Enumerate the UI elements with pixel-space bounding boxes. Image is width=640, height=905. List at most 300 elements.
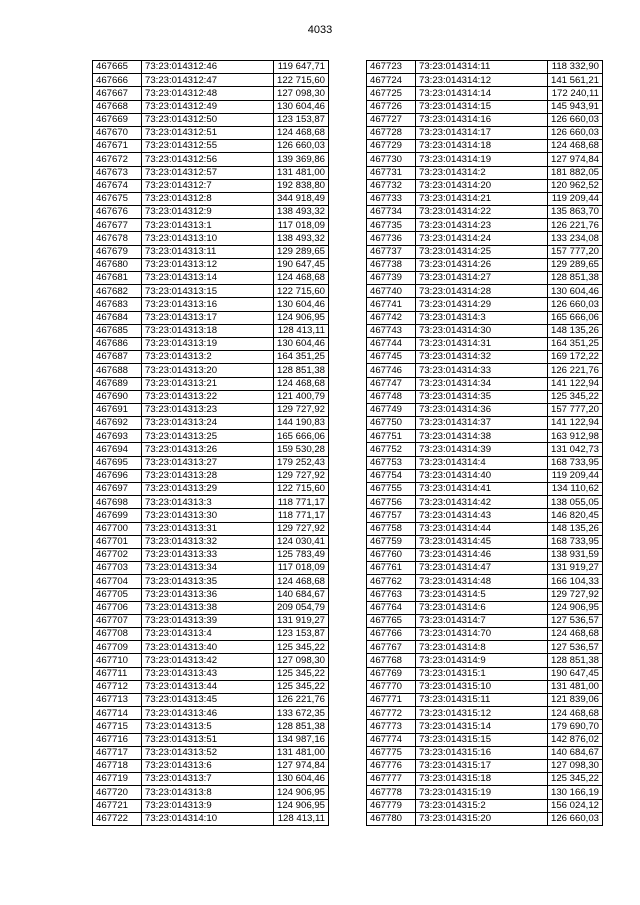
table-row (367, 179, 603, 192)
left-cadastral-table (92, 60, 329, 826)
cadastral-number-cell: 73:23:014314:39 (416, 443, 548, 456)
cadastral-number-cell: 73:23:014313:21 (142, 377, 274, 390)
cadastral-number-cell: 73:23:014314:47 (416, 562, 548, 575)
cadastral-number-cell: 73:23:014312:48 (142, 87, 274, 100)
cadastral-number-cell: 73:23:014314:17 (416, 126, 548, 139)
cadastral-number-cell: 73:23:014313:5 (142, 720, 274, 733)
value-cell: 124 468,68 (274, 126, 329, 139)
value-cell: 126 660,03 (548, 298, 603, 311)
record-number-cell: 467739 (367, 272, 416, 285)
record-number-cell: 467675 (93, 192, 142, 205)
cadastral-number-cell: 73:23:014314:48 (416, 575, 548, 588)
value-cell: 168 733,95 (548, 535, 603, 548)
value-cell: 139 369,86 (274, 153, 329, 166)
value-cell: 157 777,20 (548, 403, 603, 416)
record-number-cell: 467762 (367, 575, 416, 588)
record-number-cell: 467736 (367, 232, 416, 245)
table-row (367, 799, 603, 812)
cadastral-number-cell: 73:23:014312:57 (142, 166, 274, 179)
table-row (93, 469, 329, 482)
cadastral-number-cell: 73:23:014314:41 (416, 483, 548, 496)
record-number-cell: 467712 (93, 680, 142, 693)
table-row (93, 522, 329, 535)
value-cell: 138 493,32 (274, 232, 329, 245)
record-number-cell: 467700 (93, 522, 142, 535)
table-row (367, 337, 603, 350)
record-number-cell: 467770 (367, 680, 416, 693)
record-number-cell: 467769 (367, 667, 416, 680)
table-row (93, 483, 329, 496)
cadastral-number-cell: 73:23:014314:2 (416, 166, 548, 179)
cadastral-number-cell: 73:23:014315:14 (416, 720, 548, 733)
cadastral-number-cell: 73:23:014313:18 (142, 324, 274, 337)
value-cell: 129 727,92 (274, 403, 329, 416)
table-row (93, 245, 329, 258)
value-cell: 121 400,79 (274, 390, 329, 403)
table-row (93, 601, 329, 614)
table-row (367, 258, 603, 271)
cadastral-number-cell: 73:23:014313:3 (142, 496, 274, 509)
table-row (93, 786, 329, 799)
cadastral-number-cell: 73:23:014312:8 (142, 192, 274, 205)
cadastral-number-cell: 73:23:014312:46 (142, 61, 274, 74)
value-cell: 148 135,26 (548, 324, 603, 337)
cadastral-number-cell: 73:23:014314:22 (416, 206, 548, 219)
record-number-cell: 467741 (367, 298, 416, 311)
value-cell: 126 221,76 (548, 219, 603, 232)
cadastral-number-cell: 73:23:014314:10 (142, 812, 274, 825)
value-cell: 125 345,22 (274, 680, 329, 693)
record-number-cell: 467673 (93, 166, 142, 179)
value-cell: 131 481,00 (274, 746, 329, 759)
cadastral-number-cell: 73:23:014314:9 (416, 654, 548, 667)
record-number-cell: 467732 (367, 179, 416, 192)
cadastral-number-cell: 73:23:014313:31 (142, 522, 274, 535)
record-number-cell: 467696 (93, 469, 142, 482)
value-cell: 164 351,25 (274, 351, 329, 364)
cadastral-number-cell: 73:23:014314:11 (416, 61, 548, 74)
table-row (93, 351, 329, 364)
record-number-cell: 467670 (93, 126, 142, 139)
value-cell: 125 345,22 (274, 667, 329, 680)
value-cell: 141 122,94 (548, 417, 603, 430)
cadastral-number-cell: 73:23:014313:22 (142, 390, 274, 403)
record-number-cell: 467677 (93, 219, 142, 232)
record-number-cell: 467738 (367, 258, 416, 271)
cadastral-number-cell: 73:23:014315:1 (416, 667, 548, 680)
value-cell: 119 647,71 (274, 61, 329, 74)
table-row (367, 548, 603, 561)
cadastral-number-cell: 73:23:014313:33 (142, 548, 274, 561)
value-cell: 209 054,79 (274, 601, 329, 614)
table-row (93, 509, 329, 522)
cadastral-number-cell: 73:23:014315:19 (416, 786, 548, 799)
table-row (93, 707, 329, 720)
table-row (367, 430, 603, 443)
cadastral-number-cell: 73:23:014315:10 (416, 680, 548, 693)
record-number-cell: 467748 (367, 390, 416, 403)
record-number-cell: 467707 (93, 614, 142, 627)
record-number-cell: 467671 (93, 140, 142, 153)
table-row (367, 614, 603, 627)
cadastral-number-cell: 73:23:014312:47 (142, 74, 274, 87)
cadastral-number-cell: 73:23:014314:19 (416, 153, 548, 166)
table-row (367, 667, 603, 680)
table-row (93, 628, 329, 641)
record-number-cell: 467753 (367, 456, 416, 469)
table-row (93, 575, 329, 588)
record-number-cell: 467709 (93, 641, 142, 654)
cadastral-number-cell: 73:23:014314:33 (416, 364, 548, 377)
cadastral-number-cell: 73:23:014314:35 (416, 390, 548, 403)
value-cell: 172 240,11 (548, 87, 603, 100)
table-row (367, 483, 603, 496)
value-cell: 179 690,70 (548, 720, 603, 733)
record-number-cell: 467667 (93, 87, 142, 100)
table-row (367, 140, 603, 153)
table-row (93, 535, 329, 548)
table-row (367, 628, 603, 641)
table-row (93, 430, 329, 443)
table-row (367, 153, 603, 166)
record-number-cell: 467690 (93, 390, 142, 403)
record-number-cell: 467715 (93, 720, 142, 733)
value-cell: 134 987,16 (274, 733, 329, 746)
cadastral-number-cell: 73:23:014314:28 (416, 285, 548, 298)
record-number-cell: 467686 (93, 337, 142, 350)
record-number-cell: 467775 (367, 746, 416, 759)
value-cell: 127 536,57 (548, 641, 603, 654)
value-cell: 163 912,98 (548, 430, 603, 443)
record-number-cell: 467694 (93, 443, 142, 456)
table-row (93, 390, 329, 403)
cadastral-number-cell: 73:23:014314:6 (416, 601, 548, 614)
value-cell: 128 413,11 (274, 812, 329, 825)
table-row (367, 272, 603, 285)
cadastral-number-cell: 73:23:014313:38 (142, 601, 274, 614)
cadastral-number-cell: 73:23:014315:18 (416, 773, 548, 786)
value-cell: 128 851,38 (274, 364, 329, 377)
record-number-cell: 467684 (93, 311, 142, 324)
table-row (93, 759, 329, 772)
table-row (93, 733, 329, 746)
table-row (93, 324, 329, 337)
record-number-cell: 467719 (93, 773, 142, 786)
value-cell: 124 468,68 (548, 628, 603, 641)
record-number-cell: 467756 (367, 496, 416, 509)
cadastral-number-cell: 73:23:014315:17 (416, 759, 548, 772)
record-number-cell: 467721 (93, 799, 142, 812)
record-number-cell: 467743 (367, 324, 416, 337)
value-cell: 128 851,38 (548, 272, 603, 285)
table-row (93, 272, 329, 285)
cadastral-number-cell: 73:23:014314:43 (416, 509, 548, 522)
value-cell: 164 351,25 (548, 337, 603, 350)
cadastral-number-cell: 73:23:014313:30 (142, 509, 274, 522)
cadastral-number-cell: 73:23:014314:45 (416, 535, 548, 548)
table-row (367, 324, 603, 337)
record-number-cell: 467758 (367, 522, 416, 535)
value-cell: 130 604,46 (274, 298, 329, 311)
value-cell: 156 024,12 (548, 799, 603, 812)
table-row (367, 562, 603, 575)
cadastral-number-cell: 73:23:014314:4 (416, 456, 548, 469)
table-row (93, 61, 329, 74)
value-cell: 190 647,45 (548, 667, 603, 680)
value-cell: 140 684,67 (274, 588, 329, 601)
record-number-cell: 467688 (93, 364, 142, 377)
table-row (93, 641, 329, 654)
record-number-cell: 467699 (93, 509, 142, 522)
table-row (367, 575, 603, 588)
cadastral-number-cell: 73:23:014315:16 (416, 746, 548, 759)
cadastral-number-cell: 73:23:014313:26 (142, 443, 274, 456)
cadastral-number-cell: 73:23:014314:18 (416, 140, 548, 153)
cadastral-number-cell: 73:23:014314:15 (416, 100, 548, 113)
value-cell: 140 684,67 (548, 746, 603, 759)
table-row (367, 390, 603, 403)
value-cell: 127 098,30 (548, 759, 603, 772)
record-number-cell: 467692 (93, 417, 142, 430)
table-row (367, 417, 603, 430)
record-number-cell: 467680 (93, 258, 142, 271)
table-row (93, 562, 329, 575)
cadastral-number-cell: 73:23:014313:2 (142, 351, 274, 364)
value-cell: 129 289,65 (548, 258, 603, 271)
value-cell: 131 042,73 (548, 443, 603, 456)
cadastral-number-cell: 73:23:014315:2 (416, 799, 548, 812)
cadastral-number-cell: 73:23:014312:9 (142, 206, 274, 219)
table-row (93, 311, 329, 324)
value-cell: 129 727,92 (274, 522, 329, 535)
table-row (93, 417, 329, 430)
cadastral-number-cell: 73:23:014314:7 (416, 614, 548, 627)
cadastral-number-cell: 73:23:014314:14 (416, 87, 548, 100)
record-number-cell: 467729 (367, 140, 416, 153)
value-cell: 181 882,05 (548, 166, 603, 179)
cadastral-number-cell: 73:23:014314:70 (416, 628, 548, 641)
value-cell: 123 153,87 (274, 628, 329, 641)
value-cell: 130 604,46 (274, 100, 329, 113)
record-number-cell: 467725 (367, 87, 416, 100)
record-number-cell: 467744 (367, 337, 416, 350)
value-cell: 118 771,17 (274, 509, 329, 522)
cadastral-number-cell: 73:23:014314:8 (416, 641, 548, 654)
record-number-cell: 467669 (93, 113, 142, 126)
record-number-cell: 467681 (93, 272, 142, 285)
record-number-cell: 467683 (93, 298, 142, 311)
cadastral-number-cell: 73:23:014312:7 (142, 179, 274, 192)
table-row (93, 166, 329, 179)
value-cell: 128 851,38 (548, 654, 603, 667)
value-cell: 126 660,03 (274, 140, 329, 153)
record-number-cell: 467778 (367, 786, 416, 799)
record-number-cell: 467716 (93, 733, 142, 746)
value-cell: 125 345,22 (548, 390, 603, 403)
cadastral-number-cell: 73:23:014314:3 (416, 311, 548, 324)
value-cell: 131 481,00 (548, 680, 603, 693)
table-row (93, 232, 329, 245)
value-cell: 124 468,68 (274, 377, 329, 390)
value-cell: 165 666,06 (548, 311, 603, 324)
cadastral-number-cell: 73:23:014314:24 (416, 232, 548, 245)
table-row (93, 126, 329, 139)
table-row (367, 206, 603, 219)
table-row (367, 74, 603, 87)
table-row (367, 535, 603, 548)
value-cell: 119 209,44 (548, 469, 603, 482)
record-number-cell: 467747 (367, 377, 416, 390)
table-row (93, 337, 329, 350)
record-number-cell: 467740 (367, 285, 416, 298)
table-row (93, 403, 329, 416)
table-row (367, 351, 603, 364)
value-cell: 145 943,91 (548, 100, 603, 113)
cadastral-number-cell: 73:23:014313:1 (142, 219, 274, 232)
table-row (367, 522, 603, 535)
cadastral-number-cell: 73:23:014313:36 (142, 588, 274, 601)
cadastral-number-cell: 73:23:014313:20 (142, 364, 274, 377)
table-row (367, 311, 603, 324)
table-row (367, 285, 603, 298)
table-row (367, 509, 603, 522)
cadastral-number-cell: 73:23:014312:49 (142, 100, 274, 113)
value-cell: 125 345,22 (274, 641, 329, 654)
table-row (367, 87, 603, 100)
table-row (367, 707, 603, 720)
record-number-cell: 467777 (367, 773, 416, 786)
table-row (367, 720, 603, 733)
value-cell: 125 345,22 (548, 773, 603, 786)
record-number-cell: 467714 (93, 707, 142, 720)
cadastral-number-cell: 73:23:014312:50 (142, 113, 274, 126)
record-number-cell: 467676 (93, 206, 142, 219)
cadastral-number-cell: 73:23:014313:11 (142, 245, 274, 258)
record-number-cell: 467734 (367, 206, 416, 219)
value-cell: 138 931,59 (548, 548, 603, 561)
value-cell: 128 413,11 (274, 324, 329, 337)
record-number-cell: 467772 (367, 707, 416, 720)
record-number-cell: 467728 (367, 126, 416, 139)
value-cell: 138 493,32 (274, 206, 329, 219)
cadastral-number-cell: 73:23:014313:14 (142, 272, 274, 285)
record-number-cell: 467733 (367, 192, 416, 205)
table-row (93, 87, 329, 100)
value-cell: 117 018,09 (274, 562, 329, 575)
cadastral-number-cell: 73:23:014313:35 (142, 575, 274, 588)
value-cell: 133 672,35 (274, 707, 329, 720)
value-cell: 124 468,68 (274, 575, 329, 588)
cadastral-number-cell: 73:23:014313:24 (142, 417, 274, 430)
value-cell: 124 468,68 (548, 140, 603, 153)
right-cadastral-table (366, 60, 603, 826)
record-number-cell: 467697 (93, 483, 142, 496)
cadastral-number-cell: 73:23:014314:32 (416, 351, 548, 364)
table-row (367, 403, 603, 416)
table-row (93, 456, 329, 469)
table-row (93, 654, 329, 667)
record-number-cell: 467745 (367, 351, 416, 364)
record-number-cell: 467710 (93, 654, 142, 667)
cadastral-number-cell: 73:23:014313:10 (142, 232, 274, 245)
record-number-cell: 467720 (93, 786, 142, 799)
record-number-cell: 467703 (93, 562, 142, 575)
cadastral-number-cell: 73:23:014313:28 (142, 469, 274, 482)
table-row (367, 113, 603, 126)
cadastral-number-cell: 73:23:014313:45 (142, 694, 274, 707)
table-row (367, 694, 603, 707)
value-cell: 127 098,30 (274, 654, 329, 667)
cadastral-number-cell: 73:23:014314:23 (416, 219, 548, 232)
table-row (367, 469, 603, 482)
value-cell: 126 221,76 (274, 694, 329, 707)
record-number-cell: 467751 (367, 430, 416, 443)
value-cell: 124 468,68 (548, 707, 603, 720)
value-cell: 124 468,68 (274, 272, 329, 285)
table-row (367, 786, 603, 799)
value-cell: 127 974,84 (274, 759, 329, 772)
record-number-cell: 467693 (93, 430, 142, 443)
table-row (93, 74, 329, 87)
value-cell: 122 715,60 (274, 285, 329, 298)
value-cell: 131 919,27 (274, 614, 329, 627)
value-cell: 122 715,60 (274, 483, 329, 496)
table-row (93, 298, 329, 311)
value-cell: 127 536,57 (548, 614, 603, 627)
table-row (93, 377, 329, 390)
table-row (93, 680, 329, 693)
record-number-cell: 467702 (93, 548, 142, 561)
value-cell: 131 919,27 (548, 562, 603, 575)
cadastral-number-cell: 73:23:014314:44 (416, 522, 548, 535)
cadastral-number-cell: 73:23:014313:12 (142, 258, 274, 271)
record-number-cell: 467689 (93, 377, 142, 390)
table-row (367, 812, 603, 825)
cadastral-number-cell: 73:23:014313:4 (142, 628, 274, 641)
value-cell: 141 561,21 (548, 74, 603, 87)
cadastral-number-cell: 73:23:014313:52 (142, 746, 274, 759)
value-cell: 124 906,95 (274, 799, 329, 812)
record-number-cell: 467737 (367, 245, 416, 258)
table-row (93, 192, 329, 205)
cadastral-number-cell: 73:23:014313:6 (142, 759, 274, 772)
record-number-cell: 467766 (367, 628, 416, 641)
value-cell: 126 221,76 (548, 364, 603, 377)
record-number-cell: 467724 (367, 74, 416, 87)
table-row (367, 733, 603, 746)
record-number-cell: 467759 (367, 535, 416, 548)
table-row (367, 245, 603, 258)
cadastral-number-cell: 73:23:014313:32 (142, 535, 274, 548)
record-number-cell: 467718 (93, 759, 142, 772)
value-cell: 146 820,45 (548, 509, 603, 522)
value-cell: 124 906,95 (274, 786, 329, 799)
cadastral-number-cell: 73:23:014314:34 (416, 377, 548, 390)
record-number-cell: 467776 (367, 759, 416, 772)
value-cell: 121 839,06 (548, 694, 603, 707)
value-cell: 166 104,33 (548, 575, 603, 588)
page-number: 4033 (307, 24, 333, 36)
value-cell: 123 153,87 (274, 113, 329, 126)
value-cell: 148 135,26 (548, 522, 603, 535)
record-number-cell: 467735 (367, 219, 416, 232)
value-cell: 130 604,46 (548, 285, 603, 298)
table-row (93, 140, 329, 153)
table-row (367, 166, 603, 179)
record-number-cell: 467665 (93, 61, 142, 74)
record-number-cell: 467717 (93, 746, 142, 759)
record-number-cell: 467668 (93, 100, 142, 113)
